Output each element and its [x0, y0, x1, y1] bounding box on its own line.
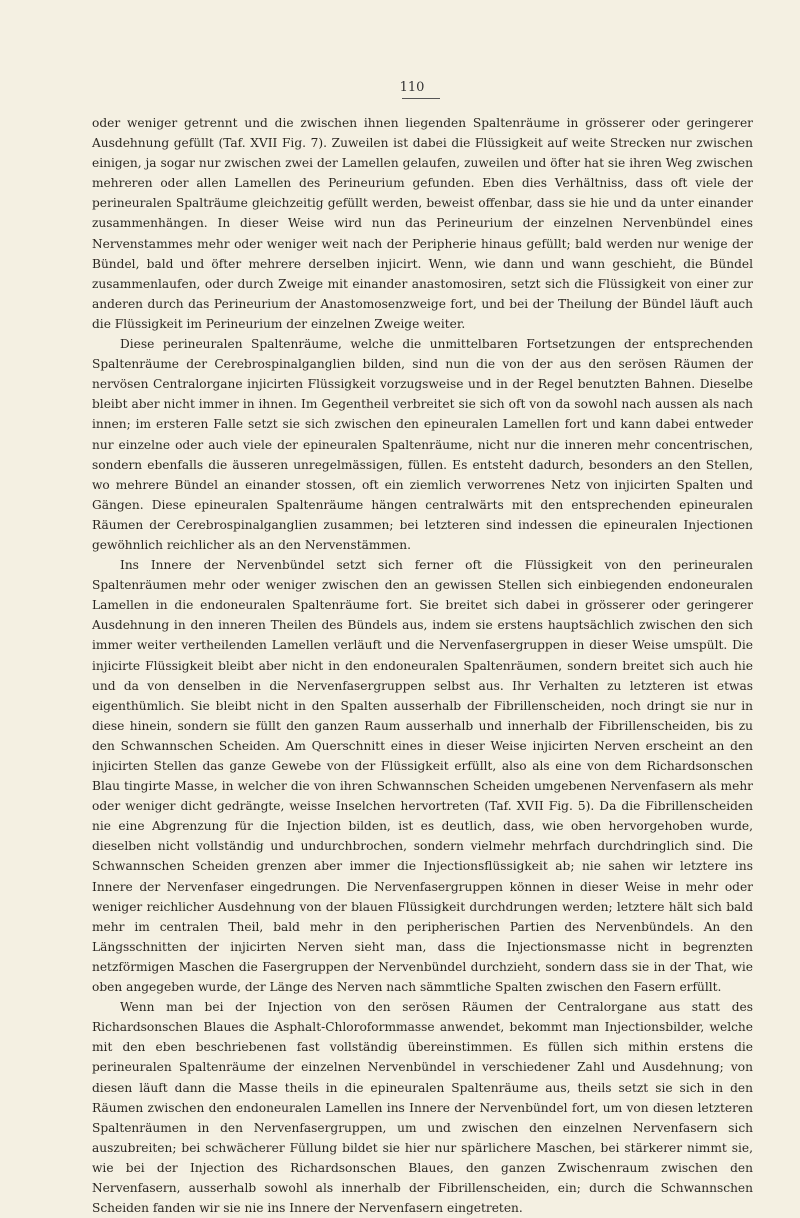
page-number: 110 [399, 80, 425, 95]
paragraph-2: Diese perineuralen Spaltenräume, welche die unmittelbaren Fortsetzungen der entsprechenden Spaltenräume der Cerebrospinalganglien bilden, sind nun die von der aus den serösen Räumen der nervösen Centralorgane injicirten Flüssigkeit vorzugsweise und in der Regel benutzten Bahnen. Dieselbe bleibt aber nicht immer in ihnen. Im Gegentheil verbreitet sie sich oft von da sowohl nach aussen als nach innen; im ersteren Falle setzt sie sich zwischen den epineuralen Lamellen fort und kann dabei entweder nur einzelne oder auch viele der epineuralen Spaltenräume, nicht nur die inneren mehr concentrischen, sondern ebenfalls die äusseren unregelmässigen, füllen. Es entsteht dadurch, besonders an den Stellen, wo mehrere Bündel an einander stossen, oft ein ziemlich verworrenes Netz von injicirten Spalten und Gängen. Diese epineuralen Spaltenräume hängen centralwärts mit den entsprechenden epineuralen Räumen der Cerebrospinalganglien zusammen; bei letzteren sind indessen die epineuralen Injectionen gewöhnlich reichlicher als an den Nervenstämmen. [92, 337, 753, 552]
paragraph-1: oder weniger getrennt und die zwischen ihnen liegenden Spaltenräume in grösserer oder geringerer Ausdehnung gefüllt (Taf. XVII Fig. 7). Zuweilen ist dabei die Flüssigkeit auf weite Strecken nur zwischen einigen, ja sogar nur zwischen zwei der Lamellen gelaufen, zuweilen und öfter hat sie ihren Weg zwischen mehreren oder allen Lamellen des Perineurium gefunden. Eben dies Verhältniss, dass oft viele der perineuralen Spalträume gleichzeitig gefüllt werden, beweist offenbar, dass sie hie und da unter einander zusammenhängen. In dieser Weise wird nun das Perineurium der einzelnen Nervenbündel eines Nervenstammes mehr oder weniger weit nach der Peripherie hinaus gefüllt; bald werden nur wenige der Bündel, bald und öfter mehrere derselben injicirt. Wenn, wie dann und wann geschieht, die Bündel zusammenlaufen, oder durch Zweige mit einander anastomosiren, setzt sich die Flüssigkeit von einer zur anderen durch das Perineurium der Anastomosenzweige fort, und bei der Theilung der Bündel läuft auch die Flüssigkeit im Perineurium der einzelnen Zweige weiter. [92, 116, 753, 331]
page-number-rule [402, 98, 440, 99]
body-text [92, 113, 753, 1218]
paragraph-3: Ins Innere der Nervenbündel setzt sich ferner oft die Flüssigkeit von den perineuralen Spaltenräumen mehr oder weniger zwischen den an gewissen Stellen sich einbiegenden endoneuralen Lamellen in die endoneuralen Spaltenräume fort. Sie breitet sich dabei in grösserer oder geringerer Ausdehnung in den inneren Theilen des Bündels aus, indem sie erstens hauptsächlich zwischen den sich immer weiter vertheilenden Lamellen verläuft und die Nervenfasergruppen in dieser Weise umspült. Die injicirte Flüssigkeit bleibt aber nicht in den endoneuralen Spaltenräumen, sondern breitet sich auch hie und da von denselben in die Nervenfasergruppen selbst aus. Ihr Verhalten zu letzteren ist etwas eigenthümlich. Sie bleibt nicht in den Spalten ausserhalb der Fibrillenscheiden, noch dringt sie nur in diese hinein, sondern sie füllt den ganzen Raum ausserhalb und innerhalb der Fibrillenscheiden, bis zu den Schwannschen Scheiden. Am Querschnitt eines in dieser Weise injicirten Nerven erscheint an den injicirten Stellen das ganze Gewebe von der Flüssigkeit erfüllt, also als eine von dem Richardsonschen Blau tingirte Masse, in welcher die von ihren Schwannschen Scheiden umgebenen Nervenfasern als mehr oder weniger dicht gedrängte, weisse Inselchen hervortreten (Taf. XVII Fig. 5). Da die Fibrillenscheiden nie eine Abgrenzung für die Injection bilden, ist es deutlich, dass, wie oben hervorgehoben wurde, dieselben nicht vollständig und undurchbrochen, sondern vielmehr mehrfach durchdringlich sind. Die Schwannschen Scheiden grenzen aber immer die Injectionsflüssigkeit ab; nie sahen wir letztere ins Innere der Nervenfaser eingedrungen. Die Nervenfasergruppen können in dieser Weise in mehr oder weniger reichlicher Ausdehnung von der blauen Flüssigkeit durchdrungen werden; letztere hält sich bald mehr im centralen Theil, bald mehr in den peripherischen Partien des Nervenbündels. An den Längsschnitten der injicirten Nerven sieht man, dass die Injectionsmasse nicht in begrenzten netzförmigen Maschen die Fasergruppen der Nervenbündel durchzieht, sondern dass sie in der That, wie oben angegeben wurde, der Länge des Nerven nach sämmtliche Spalten zwischen den Fasern erfüllt. [92, 558, 753, 995]
paragraph-4: Wenn man bei der Injection von den serösen Räumen der Centralorgane aus statt des Richardsonschen Blaues die Asphalt-Chloroformmasse anwendet, bekommt man Injectionsbilder, welche mit den eben beschriebenen fast vollständig übereinstimmen. Es füllen sich mithin erstens die perineuralen Spaltenräume der einzelnen Nervenbündel in verschiedener Zahl und Ausdehnung; von diesen läuft dann die Masse theils in die epineuralen Spaltenräume aus, theils setzt sie sich in den Räumen zwischen den endoneuralen Lamellen ins Innere der Nervenbündel fort, um von diesen letzteren Spaltenräumen in den Nervenfasergruppen, um und zwischen den einzelnen Nervenfasern sich auszubreiten; bei schwächerer Füllung bildet sie hier nur spärlichere Maschen, bei stärkerer nimmt sie, wie bei der Injection des Richardsonschen Blaues, den ganzen Zwischenraum zwischen den Nervenfasern, ausserhalb sowohl als innerhalb der Fibrillenscheiden, ein; durch die Schwannschen Scheiden fanden wir sie nie ins Innere der Nervenfasern eingetreten. [92, 1000, 753, 1216]
